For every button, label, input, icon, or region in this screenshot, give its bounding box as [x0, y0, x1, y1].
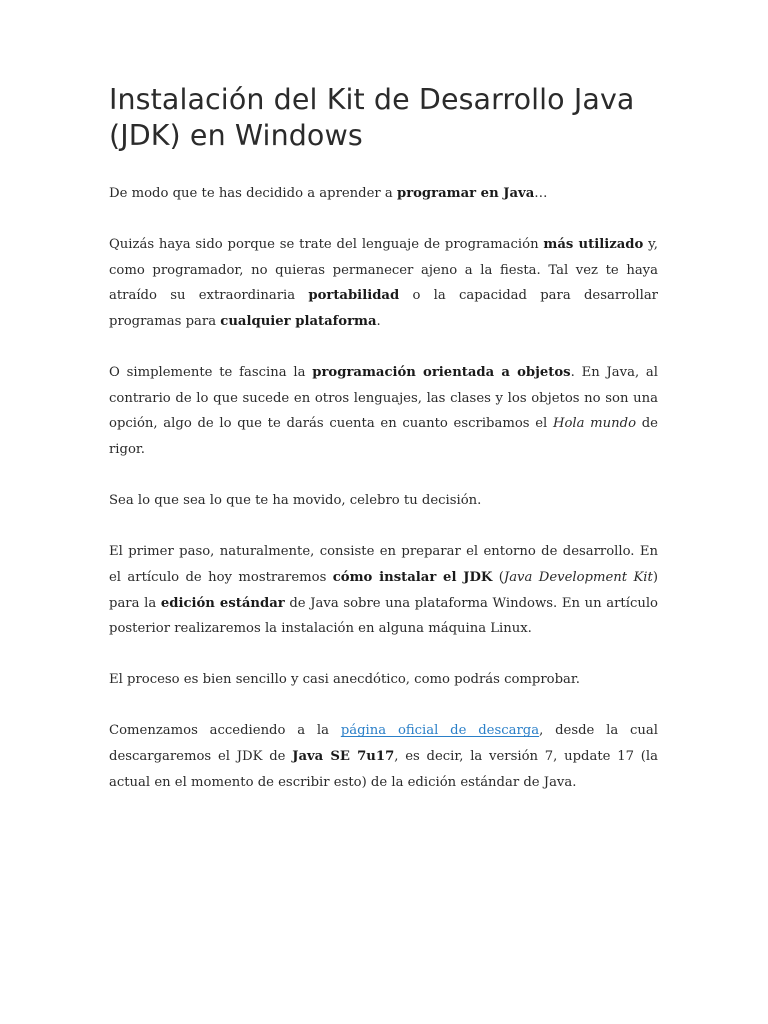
text: De modo que te has decidido a aprender a	[109, 186, 397, 201]
bold-text: programar en Java	[396, 186, 535, 201]
text: El primer paso, naturalmente, consiste en preparar el entorno de desarrollo. En el artículo de hoy mostraremos	[109, 544, 658, 585]
text: de Java sobre una plataforma Windows. En un artículo posterior realizaremos la instalación en alguna máquina Linux.	[109, 595, 658, 637]
paragraph-decision	[109, 488, 658, 514]
bold-text: cómo instalar el JDK	[332, 569, 493, 585]
paragraph-process	[109, 667, 658, 693]
text: . En Java, al contrario de lo que sucede en otros lenguajes, las clases y los objetos no son una opción, algo de lo que te darás cuenta en cuanto escribamos el	[109, 365, 658, 432]
text: .	[376, 313, 381, 329]
text: (	[492, 569, 504, 585]
italic-text: Hola mundo	[552, 416, 637, 432]
text: , es decir, la versión 7, update 17 (la actual en el momento de escribir esto) de la edición estándar de Java.	[109, 749, 658, 790]
bold-text: portabilidad	[308, 288, 400, 304]
bold-text: cualquier plataforma	[220, 313, 377, 329]
bold-text: Java SE 7u17	[292, 749, 395, 765]
paragraph-first-step	[109, 539, 658, 641]
text: , desde la cual descargaremos el JDK de	[109, 723, 659, 765]
text: El proceso es bien sencillo y casi anecdótico, como podrás comprobar.	[109, 672, 580, 688]
article	[109, 0, 658, 795]
paragraph-intro	[109, 181, 658, 207]
italic-text: Java Development Kit	[503, 569, 653, 585]
bold-text: más utilizado	[543, 237, 644, 253]
text: y, como programador, no quieras permanecer ajeno a la fiesta. Tal vez te haya atraído su extraordinaria	[109, 237, 658, 304]
text: de rigor.	[109, 416, 658, 457]
text: ) para la	[109, 569, 658, 611]
paragraph-reasons	[109, 232, 658, 334]
download-page-link[interactable]: página oficial de descarga	[340, 723, 540, 739]
paragraph-download	[109, 718, 658, 795]
page-title: Instalación del Kit de Desarrollo Java (JDK) en Windows	[109, 83, 635, 152]
text: Comenzamos accediendo a la	[109, 723, 341, 739]
text: O simplemente te fascina la	[109, 365, 313, 381]
text: …	[534, 186, 548, 201]
bold-text: programación orientada a objetos	[312, 365, 571, 381]
bold-text: edición estándar	[160, 595, 285, 611]
paragraph-oop	[109, 360, 658, 462]
text: Quizás haya sido porque se trate del lenguaje de programación	[109, 237, 544, 253]
text: Sea lo que sea lo que te ha movido, celebro tu decisión.	[109, 493, 482, 509]
text: o la capacidad para desarrollar programas para	[109, 288, 658, 329]
